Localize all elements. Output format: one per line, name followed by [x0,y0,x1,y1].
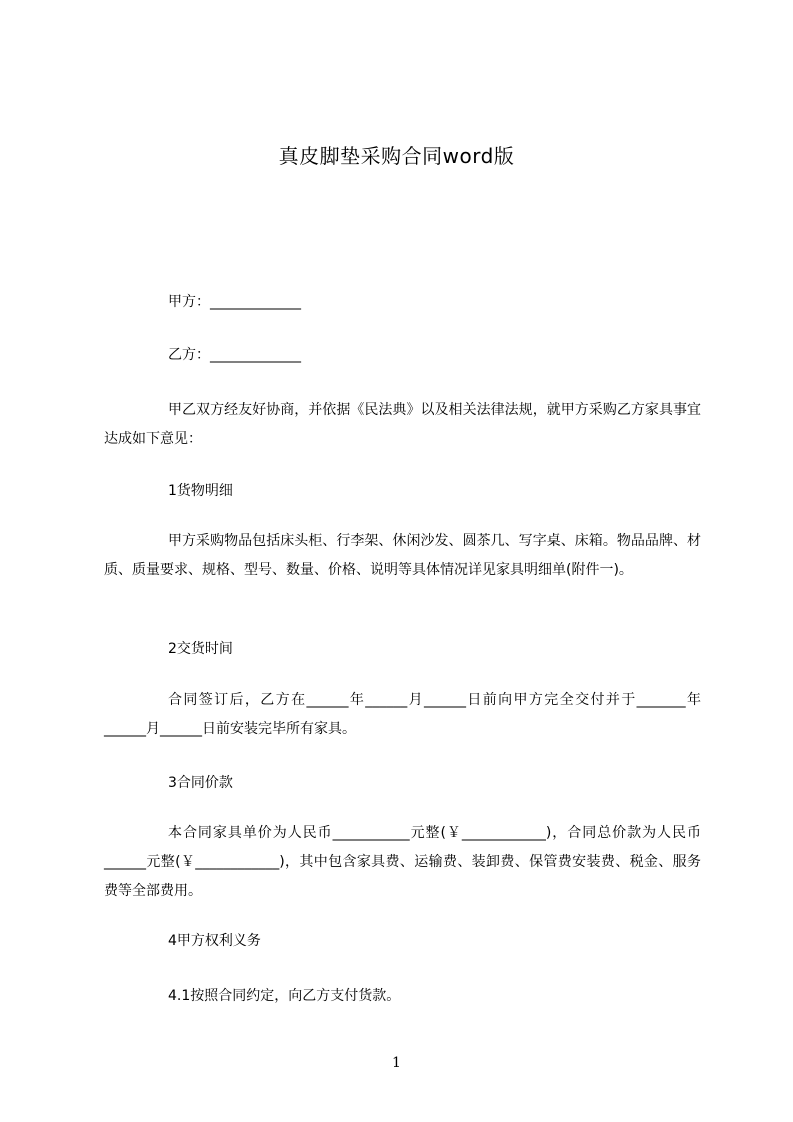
section-3-heading: 3合同价款 [168,775,233,791]
section-3-body: 本合同家具单价为人民币___________元整(￥____________)，合同总价款为人民币______元整(￥____________)，其中包含家具费、运输费、装卸费、保管费安装费、税金、服务费等全部费用。 [104,825,701,899]
document-title: 真皮脚垫采购合同word版 [278,144,515,168]
section-2-body: 合同签订后，乙方在______年______月______日前向甲方完全交付并于_______年______月______日前安装完毕所有家具。 [104,692,701,737]
section-1-heading: 1货物明细 [168,483,233,499]
page-number: 1 [392,1055,401,1071]
section-4-heading: 4甲方权利义务 [168,933,261,949]
clause-4-1: 4.1按照合同约定，向乙方支付货款。 [168,988,401,1004]
section-1-body: 甲方采购物品包括床头柜、行李架、休闲沙发、圆茶几、写字桌、床箱。物品品牌、材质、质量要求、规格、型号、数量、价格、说明等具体情况详见家具明细单(附件一)。 [104,533,701,578]
section-2-heading: 2交货时间 [168,641,233,657]
party-b-line: 乙方：_____________ [168,347,301,363]
intro-paragraph: 甲乙双方经友好协商，并依据《民法典》以及相关法律法规，就甲方采购乙方家具事宜达成如下意见： [104,402,701,447]
party-a-line: 甲方：_____________ [168,294,301,310]
